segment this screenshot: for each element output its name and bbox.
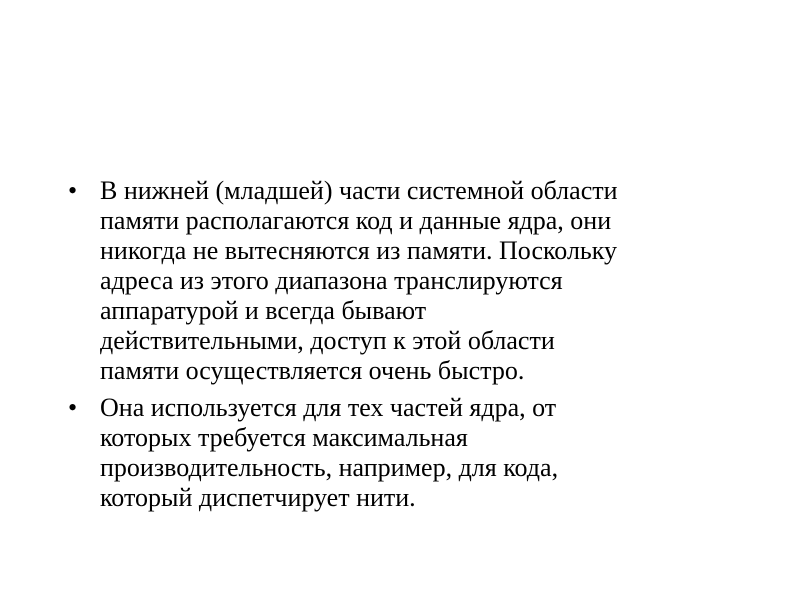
bullet-text-1 bbox=[100, 176, 756, 386]
bullet-1-line: памяти располагаются код и данные ядра, они bbox=[100, 206, 612, 235]
bullet-2-line: которых требуется максимальная bbox=[100, 423, 468, 452]
bullet-1-line: действительными, доступ к этой области bbox=[100, 326, 555, 355]
bullet-icon: • bbox=[68, 393, 78, 422]
bullet-item-2 bbox=[66, 393, 756, 513]
bullet-1-line: В нижней (младшей) части системной области bbox=[100, 176, 618, 205]
bullet-item-1 bbox=[66, 176, 756, 386]
bullet-1-line: памяти осуществляется очень быстро. bbox=[100, 356, 525, 385]
bullet-list bbox=[66, 176, 756, 520]
bullet-2-line: производительность, например, для кода, bbox=[100, 453, 559, 482]
bullet-2-line: Она используется для тех частей ядра, от bbox=[100, 393, 557, 422]
bullet-1-line: адреса из этого диапазона транслируются bbox=[100, 266, 563, 295]
bullet-1-line: аппаратурой и всегда бывают bbox=[100, 296, 427, 325]
bullet-1-line: никогда не вытесняются из памяти. Поскольку bbox=[100, 236, 618, 265]
bullet-2-line: который диспетчирует нити. bbox=[100, 483, 416, 512]
bullet-text-2 bbox=[100, 393, 756, 513]
bullet-icon: • bbox=[68, 176, 78, 205]
